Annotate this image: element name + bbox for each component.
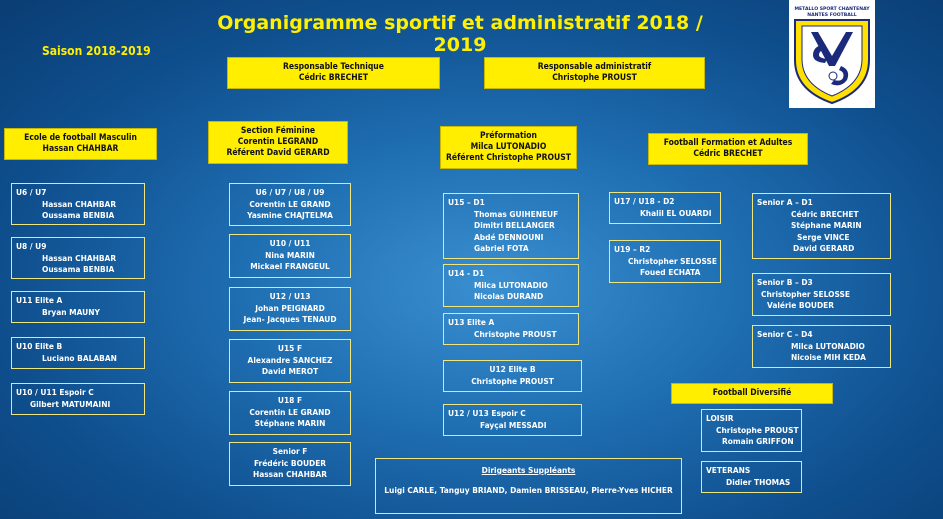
section-feminine-box: Section Féminine Corentin LEGRAND Référent David GERARD [208, 121, 348, 164]
team-box: U15 – D1 Thomas GUIHENEUF Dimitri BELLANGER Abdé DENNOUNI Gabriel FOTA [443, 193, 579, 259]
club-logo [789, 0, 875, 108]
team-box: U17 / U18 - D2 Khalil EL OUARDI [609, 192, 721, 224]
team-box: LOISIR Christophe PROUST Romain GRIFFON [701, 409, 802, 452]
person-name: Christophe PROUST [552, 73, 637, 83]
season-label: Saison 2018-2019 [42, 44, 151, 58]
suppleants-names: Luigi CARLE, Tanguy BRIAND, Damien BRISSEAU, Pierre-Yves HICHER [384, 484, 673, 495]
team-box: Senior B – D3 Christopher SELOSSE Valérie BOUDER [752, 273, 891, 316]
team-box: U10 / U11 Espoir C Gilbert MATUMAINI [11, 383, 145, 415]
responsable-technique-box [227, 57, 440, 89]
team-box: U12 / U13 Johan PEIGNARD Jean- Jacques TENAUD [229, 287, 351, 331]
section-ecole-box: Ecole de football Masculin Hassan CHAHBAR [4, 128, 157, 160]
team-box: U11 Elite A Bryan MAUNY [11, 291, 145, 323]
team-box: U18 F Corentin LE GRAND Stéphane MARIN [229, 391, 351, 435]
page-title: Organigramme sportif et administratif 2018 / 2019 [217, 12, 703, 56]
suppleants-title: Dirigeants Suppléants [481, 465, 576, 475]
team-box: U12 Elite B Christophe PROUST [443, 360, 582, 392]
section-preformation-box: Préformation Milca LUTONADIO Référent Christophe PROUST [440, 126, 577, 169]
team-box: U10 / U11 Nina MARIN Mickael FRANGEUL [229, 234, 351, 278]
team-box: Senior C – D4 Milca LUTONADIO Nicoise MIH KEDA [752, 325, 891, 368]
svg-text:NANTES FOOTBALL: NANTES FOOTBALL [807, 13, 857, 18]
team-box: Senior A – D1 Cédric BRECHET Stéphane MARIN Serge VINCE David GERARD [752, 193, 891, 259]
responsable-admin-box [484, 57, 705, 89]
person-name: Cédric BRECHET [298, 73, 369, 83]
section-formation-box: Football Formation et Adultes Cédric BRECHET [648, 133, 808, 165]
section-diversifie-box: Football Diversifié [671, 383, 833, 404]
team-box: U6 / U7 / U8 / U9 Corentin LE GRAND Yasmine CHAJTELMA [229, 183, 351, 226]
team-box: U12 / U13 Espoir C Fayçal MESSADI [443, 404, 582, 436]
team-box: U19 – R2 Christopher SELOSSE Foued ECHATA [609, 240, 721, 283]
role-label: Responsable Technique [283, 62, 384, 72]
team-box: U10 Elite B Luciano BALABAN [11, 337, 145, 369]
team-box: VETERANS Didier THOMAS [701, 461, 802, 493]
team-box: U6 / U7 Hassan CHAHBAR Oussama BENBIA [11, 183, 145, 225]
team-box: Senior F Frédéric BOUDER Hassan CHAHBAR [229, 442, 351, 486]
role-label: Responsable administratif [537, 62, 652, 72]
team-box: U14 - D1 Milca LUTONADIO Nicolas DURAND [443, 264, 579, 307]
suppleants-box [375, 458, 682, 514]
svg-text:METALLO SPORT CHANTENAY: METALLO SPORT CHANTENAY [794, 7, 870, 12]
club-crest-icon [789, 0, 875, 108]
team-box: U8 / U9 Hassan CHAHBAR Oussama BENBIA [11, 237, 145, 279]
team-box: U15 F Alexandre SANCHEZ David MEROT [229, 339, 351, 383]
team-box: U13 Elite A Christophe PROUST [443, 313, 579, 345]
